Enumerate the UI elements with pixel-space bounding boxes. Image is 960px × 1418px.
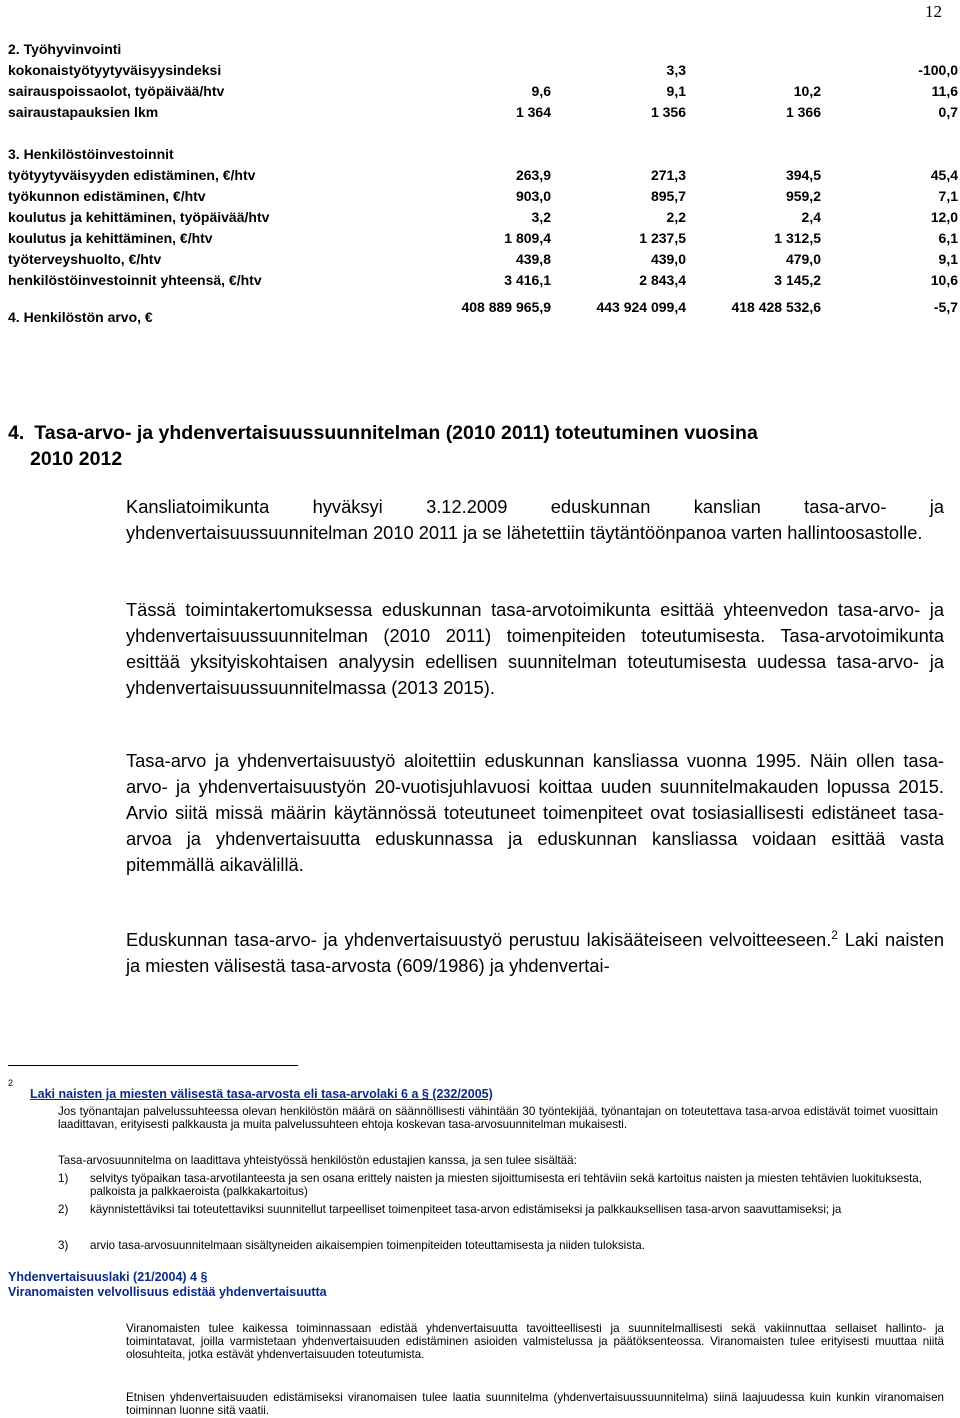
table-row: [8, 143, 958, 164]
value-2011: 439,8: [515, 250, 551, 267]
value-2013: 1 366: [785, 103, 821, 120]
list-item-text: käynnistettäviksi tai toteutettaviksi suunnitellut tarpeelliset toimenpiteet tasa-arvon edistämiseksi ja palkkauksellisen tasa-arvon saavuttamiseksi; ja: [90, 1203, 842, 1216]
table-row: [8, 164, 958, 185]
value-change: 9,1: [938, 250, 958, 267]
value-change: 0,7: [938, 103, 958, 120]
list-item-text: selvitys työpaikan tasa-arvotilanteesta ja sen osana erittely naisten ja miesten sijoittumisesta eri tehtäviin sekä kartoitus naisten ja miesten tehtävien luokituksesta, palkoista ja palkkaeroista (palkkakartoitus): [90, 1172, 922, 1198]
value-change: 11,6: [931, 82, 958, 99]
row-label: 3. Henkilöstöinvestoinnit: [8, 145, 174, 162]
value-2013: 418 428 532,6: [731, 299, 821, 315]
value-change: [821, 143, 958, 164]
list-item-number: 2): [58, 1203, 69, 1216]
value-2012: 9,1: [666, 82, 686, 99]
row-label: [8, 122, 416, 143]
value-2012: 271,3: [650, 166, 686, 183]
table-row: [8, 269, 958, 290]
paragraph-4-text: Eduskunnan tasa-arvo- ja yhdenvertaisuustyö perustuu lakisääteiseen velvoitteeseen.: [126, 929, 832, 950]
list-item-number: 3): [58, 1239, 69, 1252]
row-label: sairaustapauksien lkm: [8, 103, 159, 120]
table-row: [8, 101, 958, 122]
table-row: [8, 227, 958, 248]
value-2011: 903,0: [515, 187, 551, 204]
row-label: työkunnon edistäminen, €/htv: [8, 187, 206, 204]
value-2013: 3 145,2: [774, 271, 821, 288]
table-row: [8, 290, 958, 357]
value-2012: 443 924 099,4: [596, 299, 686, 315]
row-label: koulutus ja kehittäminen, €/htv: [8, 229, 213, 246]
table-row: [8, 206, 958, 227]
value-change: -100,0: [918, 61, 958, 78]
value-2013: 1 312,5: [774, 229, 821, 246]
value-2011: [416, 122, 551, 143]
paragraph-2: Tässä toimintakertomuksessa eduskunnan tasa-arvotoimikunta esittää yhteenvedon tasa-arvo- ja yhdenvertaisuussuunnitelman (2010 2011) toimenpiteiden toteutumisesta. Tasa-arvotoimikunta esittää yksityiskohtaisen analyysin edellisen suunnitelman toteutumisesta uudessa tasa-arvo- ja yhdenvertaisuussuunnitelmassa (2013 2015).: [126, 599, 944, 698]
row-label: kokonaistyötyytyväisyysindeksi: [8, 61, 222, 78]
row-label: koulutus ja kehittäminen, työpäivää/htv: [8, 208, 270, 225]
value-2012: 2 843,4: [639, 271, 686, 288]
value-2011: 3 416,1: [504, 271, 551, 288]
row-label: sairauspoissaolot, työpäivää/htv: [8, 82, 225, 99]
value-2012: [551, 38, 686, 59]
section-number: 4.: [8, 422, 25, 444]
footnote-paragraph-1: Jos työnantajan palvelussuhteessa olevan henkilöstön määrä on säännöllisesti vähintään 30 työntekijää, työnantajan on toteutettava tasa-arvoa edistävät toimet vuosittain laadittavan, erityisesti palkkausta ja muita palvelussuhteen ehtoja koskevan tasa-arvosuunnitelman mukaisesti.: [58, 1105, 938, 1131]
value-2011: [416, 59, 551, 80]
value-2012: 439,0: [650, 250, 686, 267]
value-2013: [686, 59, 821, 80]
section-title-line1: Tasa-arvo- ja yhdenvertaisuussuunnitelman (2010 2011) toteutuminen vuosina: [34, 422, 758, 444]
value-2012: 1 356: [650, 103, 686, 120]
row-label: 4. Henkilöstön arvo, €: [8, 309, 153, 325]
row-label: henkilöstöinvestoinnit yhteensä, €/htv: [8, 271, 262, 288]
paragraph-4: [126, 927, 944, 979]
value-2013: 479,0: [785, 250, 821, 267]
law-reference-title: Yhdenvertaisuuslaki (21/2004) 4 §: [8, 1270, 208, 1284]
value-change: [821, 122, 958, 143]
value-2012: 3,3: [666, 61, 686, 78]
value-change: 12,0: [930, 208, 958, 225]
value-2013: 2,4: [801, 208, 821, 225]
list-item-text: arvio tasa-arvosuunnitelmaan sisältyneiden aikaisempien toimenpiteiden toteuttamisesta ja niiden tuloksista.: [90, 1239, 645, 1252]
value-2013: [686, 122, 821, 143]
table-row: [8, 80, 958, 101]
footnote-reference[interactable]: 2: [831, 927, 838, 942]
table-row: [8, 59, 958, 80]
value-2013: 10,2: [793, 82, 821, 99]
value-change: 45,4: [930, 166, 958, 183]
law-quote-1: Viranomaisten tulee kaikessa toiminnassaan edistää yhdenvertaisuutta tavoitteellisesti ja suunnitelmallisesti sekä vakiinnuttaa sellaiset hallinto- ja toimintatavat, joilla varmistetaan yhdenvertaisuuden edistäminen asioiden valmistelussa ja päätöksenteossa. Viranomaisten tulee erityisesti muuttaa niitä olosuhteita, jotka estävät yhdenvertaisuuden toteutumista.: [126, 1322, 944, 1361]
statistics-table: [8, 38, 958, 357]
row-label: työtyytyväisyyden edistäminen, €/htv: [8, 166, 256, 183]
footnote-mark: 2: [8, 1078, 14, 1088]
value-change: [821, 38, 958, 59]
table-spacer-row: [8, 122, 958, 143]
value-2012: 1 237,5: [639, 229, 686, 246]
value-2011: 9,6: [531, 82, 551, 99]
paragraph-3: Tasa-arvo ja yhdenvertaisuustyö aloitettiin eduskunnan kansliassa vuonna 1995. Näin ollen tasa-arvo- ja yhdenvertaisuustyön 20-vuotisjuhlavuosi koittaa uuden suunnitelmakauden lopussa 2015. Arvio siitä missä määrin käytännössä toteutuneet toimenpiteet ovat tosiasiallisesti edistäneet tasa-arvoa ja yhdenvertaisuutta eduskunnassa ja eduskunnan kansliassa voidaan esittää vasta pitemmällä aikavälillä.: [126, 750, 944, 875]
value-2013: [686, 143, 821, 164]
value-2012: 895,7: [650, 187, 686, 204]
value-2013: 959,2: [785, 187, 821, 204]
section-title-line2: 2010 2012: [30, 448, 123, 470]
paragraph-4-continuation: Laki naisten ja miesten välisestä tasa-arvosta (609/1986) ja yhdenvertai-: [126, 929, 945, 976]
law-reference-subtitle: Viranomaisten velvollisuus edistää yhdenvertaisuutta: [8, 1285, 327, 1299]
value-2011: [416, 38, 551, 59]
table-row: [8, 38, 958, 59]
value-change: -5,7: [933, 299, 958, 315]
footnote-heading: Laki naisten ja miesten välisestä tasa-arvosta eli tasa-arvolaki 6 a § (232/2005): [30, 1087, 493, 1101]
footnote-paragraph-2: Tasa-arvosuunnitelma on laadittava yhteistyössä henkilöstön edustajien kanssa, ja sen tulee sisältää:: [58, 1154, 577, 1167]
paragraph-1: Kansliatoimikunta hyväksyi 3.12.2009 eduskunnan kanslian tasa-arvo- ja yhdenvertaisuussuunnitelman 2010 2011 ja se lähetettiin täytäntöönpanoa varten hallintoosastolle.: [126, 496, 944, 543]
footnote-divider: [8, 1065, 298, 1066]
table-row: [8, 248, 958, 269]
value-change: 6,1: [938, 229, 958, 246]
value-2011: 1 364: [515, 103, 551, 120]
page-number: 12: [925, 2, 942, 21]
law-quote-2: Etnisen yhdenvertaisuuden edistämiseksi viranomaisen tulee laatia suunnitelma (yhdenvertaisuussuunnitelma) siinä laajuudessa kuin kunkin viranomaisen toiminnan luonne sitä vaatii.: [126, 1391, 944, 1417]
value-2012: [551, 122, 686, 143]
value-2013: 394,5: [785, 166, 821, 183]
value-2012: 2,2: [666, 208, 686, 225]
section-heading: [8, 420, 948, 472]
value-change: 10,6: [930, 271, 958, 288]
value-2011: 3,2: [531, 208, 551, 225]
value-2011: 1 809,4: [504, 229, 551, 246]
value-2011: 263,9: [515, 166, 551, 183]
value-2011: 408 889 965,9: [461, 299, 551, 315]
row-label: työterveyshuolto, €/htv: [8, 250, 162, 267]
value-2011: [416, 143, 551, 164]
value-2013: [686, 38, 821, 59]
value-2012: [551, 143, 686, 164]
row-label: 2. Työhyvinvointi: [8, 40, 122, 57]
list-item-number: 1): [58, 1172, 69, 1185]
table-row: [8, 185, 958, 206]
value-change: 7,1: [938, 187, 958, 204]
